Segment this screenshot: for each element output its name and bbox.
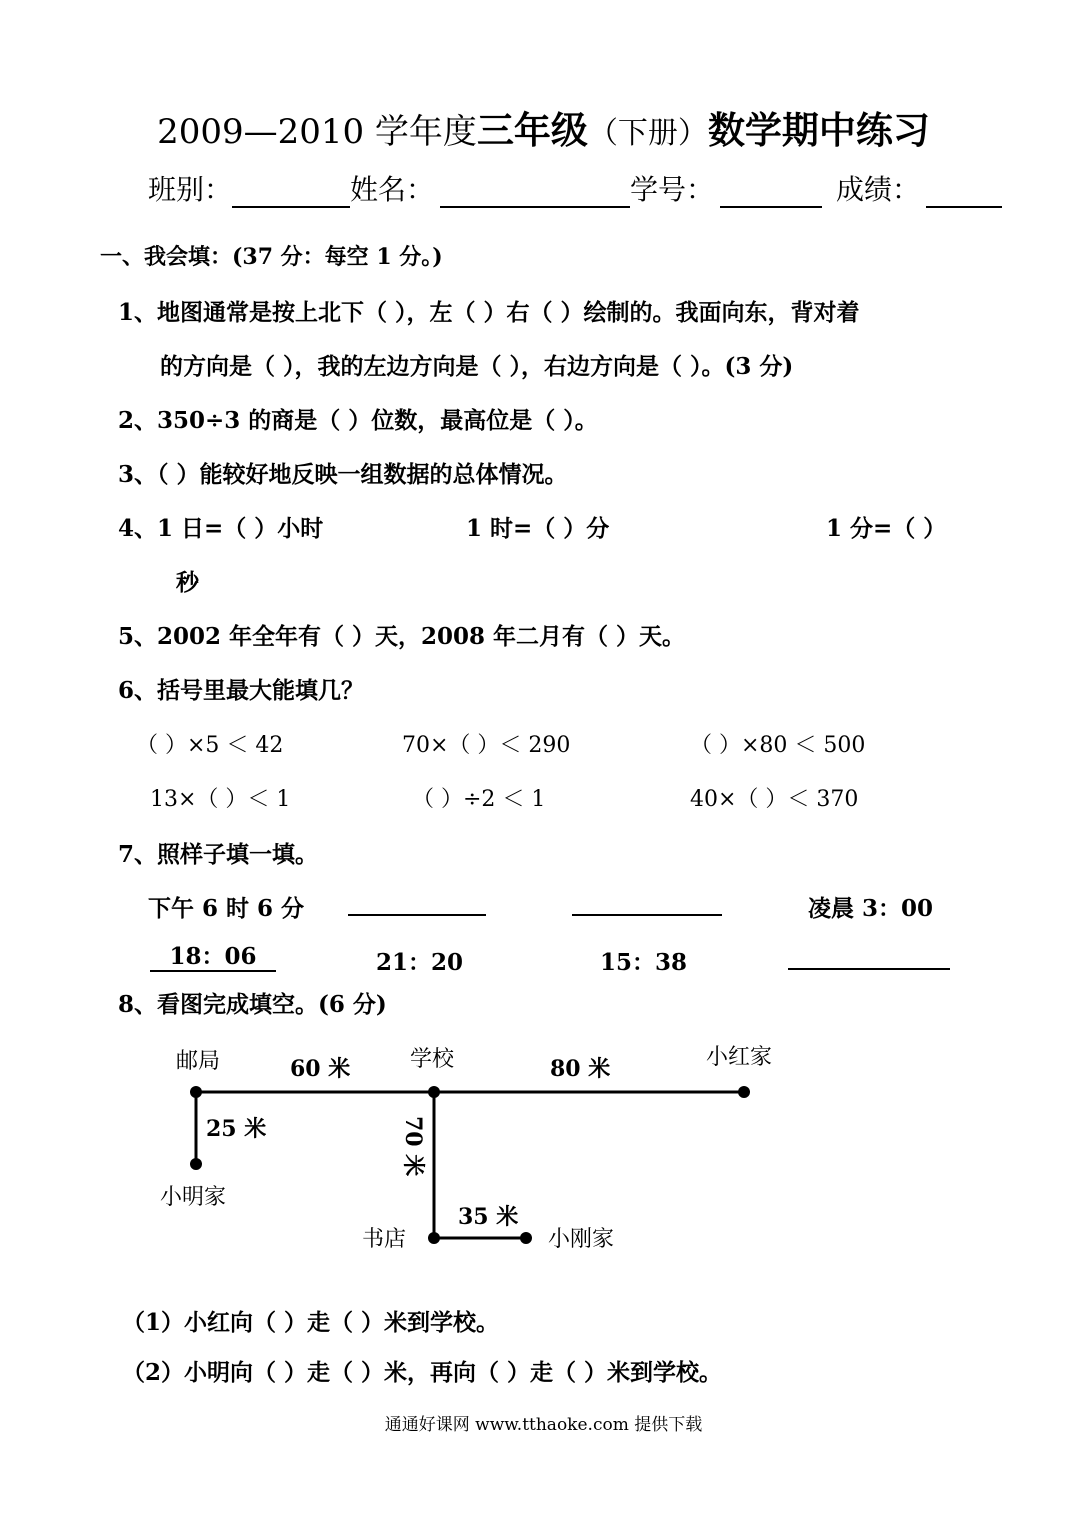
distance-label: 80 米 [550,1056,611,1082]
footer-text: 通通好课网 www.tthaoke.com 提供下载 [384,1415,703,1435]
bookstore-label: 书店 [362,1227,407,1252]
answer-line[interactable] [348,914,486,916]
score-field[interactable] [926,176,1002,208]
question-7-digital: 21：20 [376,949,464,976]
question-1-line-1: 1、地图通常是按上北下（ ），左（ ）右（ ）绘制的。我面向东，背对着 [118,299,860,326]
question-6-item: 40×（ ）＜ 370 [690,787,859,812]
post-office-point [190,1086,202,1098]
distance-label: 60 米 [290,1056,351,1082]
number-label: 学号： [630,173,715,206]
question-7-time: 凌晨 3：00 [808,895,934,922]
distance-label: 25 米 [206,1116,267,1142]
question-7-time: 下午 6 时 6 分 [148,895,305,922]
question-8: 8、看图完成填空。(6 分) [118,991,387,1018]
title-volume: （下册） [587,116,708,151]
answer-line[interactable] [572,914,722,916]
route-map [140,1030,820,1270]
class-field[interactable] [232,176,350,208]
question-4-part-b: 1 时=（ ）分 [466,515,610,542]
question-6-item: （ ）×80 ＜ 500 [690,733,866,758]
name-field[interactable] [440,176,630,208]
question-7-digital: 15：38 [600,949,688,976]
distance-label: 35 米 [458,1204,519,1230]
question-7: 7、照样子填一填。 [118,841,319,868]
xiaogang-home-label: 小刚家 [548,1227,615,1252]
section-title: 一、我会填：(37 分：每空 1 分。) [100,244,443,270]
question-6-item: （ ）×5 ＜ 42 [136,733,284,758]
question-4-unit: 秒 [176,569,199,596]
question-6-item: 13×（ ）＜ 1 [150,787,291,812]
question-7-digital: 18：06 [150,944,276,972]
xiaoming-home-label: 小明家 [160,1185,227,1210]
question-6-item: 70×（ ）＜ 290 [402,733,571,758]
question-8-part-1: （1）小红向（ ）走（ ）米到学校。 [122,1309,500,1336]
bookstore-point [428,1232,440,1244]
name-label: 姓名： [350,173,435,206]
school-point [428,1086,440,1098]
question-6-item: （ ）÷2 ＜ 1 [412,787,546,812]
answer-line[interactable] [788,968,950,970]
page-title [0,100,1087,154]
question-2: 2、350÷3 的商是（ ）位数，最高位是（ ）。 [118,407,598,434]
question-1-line-2: 的方向是（ ），我的左边方向是（ ），右边方向是（ ）。(3 分) [160,353,794,380]
question-3: 3、（ ）能较好地反映一组数据的总体情况。 [118,461,568,488]
question-5: 5、2002 年全年有（ ）天，2008 年二月有（ ）天。 [118,623,686,650]
school-label: 学校 [410,1047,455,1072]
xiaoming-home-point [190,1158,202,1170]
xiaohong-home-point [738,1086,750,1098]
student-info-row [148,168,1002,208]
question-6: 6、括号里最大能填几？ [118,677,365,704]
post-office-label: 邮局 [176,1049,221,1074]
distance-label: 70 米 [400,1116,426,1177]
title-grade: 三年级 [476,108,588,152]
title-subject: 数学期中练习 [707,108,930,152]
class-label: 班别： [148,173,233,206]
xiaohong-home-label: 小红家 [706,1045,773,1070]
question-4-part-a: 4、1 日=（ ）小时 [118,515,324,542]
question-8-part-2: （2）小明向（ ）走（ ）米，再向（ ）走（ ）米到学校。 [122,1359,723,1386]
number-field[interactable] [720,176,822,208]
xiaogang-home-point [520,1232,532,1244]
score-label: 成绩： [836,173,921,206]
title-year: 2009—2010 学年度 [157,112,477,152]
question-4-part-c: 1 分=（ ） [826,515,947,542]
